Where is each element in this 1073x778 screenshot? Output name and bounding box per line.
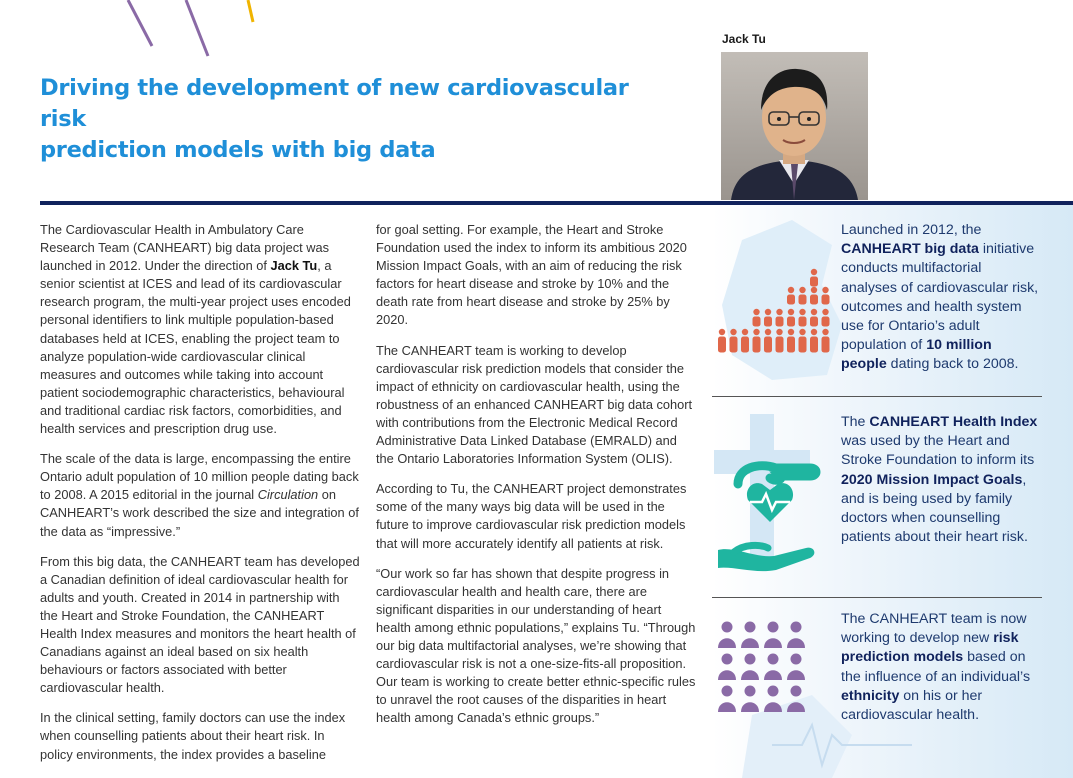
quote-paragraph: “Our work so far has shown that despite progress in cardiovascular health and health care, there are significant disparities in our understanding of heart health among ethnic populations,” explains Tu. “Through our big data multifactorial analyses, we’re showing that cardiovascular risk is not a one-size-fits-all proposition. Our team is working to create better ethnic-specific rules to unravel the root causes of the disparities in heart health among Canada’s ethnic groups.” <box>376 565 696 726</box>
person-glyph <box>741 622 759 649</box>
person-glyph <box>741 686 759 713</box>
person-glyph <box>787 686 805 713</box>
sidebar-divider <box>712 396 1042 397</box>
paragraph: The scale of the data is large, encompassing the entire Ontario adult population of 10 million people dating back to 2008. A 2015 editorial in the journal Circulation on CANHEART’s work described the size and integration of the data as “impressive.” <box>40 451 359 539</box>
paragraph: From this big data, the CANHEART team has developed a Canadian definition of ideal cardiovascular health for adults and youth. Created in 2014 in partnership with the Heart and Stroke Foundation, the CANHEART Health Index measures and monitors the heart health of Canadians against an ideal based on six health behaviours or factors associated with better cardiovascular health. <box>40 553 360 696</box>
sidebar-fact-3: The CANHEART team is now working to develop new risk prediction models based on the influence of an individual’s ethnicity on his or her cardiovascular health. <box>841 611 1031 724</box>
journal-name: Circulation <box>257 487 319 503</box>
person-glyph <box>822 309 830 327</box>
person-glyph <box>764 622 782 649</box>
person-glyph <box>776 329 784 353</box>
sidebar-fact-1: Launched in 2012, the CANHEART big data initiative conducts multifactorial analyses of cardiovascular risk, outcomes and health system use for Ontario’s adult population of 10 million people dating back to 2008. <box>841 222 1039 373</box>
person-glyph <box>799 329 807 353</box>
person-glyph <box>810 287 818 305</box>
person-glyph <box>764 309 772 327</box>
person-glyph <box>787 329 795 353</box>
sidebar-fact-2: The CANHEART Health Index was used by the Heart and Stroke Foundation to inform its 2020 Mission Impact Goals, and is being used by family doctors when counselling patients about their heart risk. <box>841 414 1038 546</box>
paragraph: According to Tu, the CANHEART project demonstrates some of the many ways big data will be used in the future to improve cardiovascular risk prediction models that will more accurately identify all patients at risk. <box>376 481 687 551</box>
person-glyph <box>810 309 818 327</box>
person-glyph <box>810 329 818 353</box>
diverse-people-grid-icon <box>714 617 814 717</box>
paragraph: The Cardiovascular Health in Ambulatory Care Research Team (CANHEART) big data project was launched in 2012. Under the direction of Jack Tu, a senior scientist at ICES and lead of its cardiovascular research program, the multi-year project uses encoded personal identifiers to link multiple population-based databases held at ICES, enabling the project team to analyze population-wide cardiovascular clinical measures and outcomes while taking into account patient sociodemographic characteristics, behavioural and traditional cardiac risk factors, comorbidities, and health services and prescription drug use. <box>40 222 351 437</box>
person-glyph <box>787 287 795 305</box>
person-glyph <box>718 622 736 649</box>
people-on-ontario-map-icon <box>714 268 832 354</box>
person-glyph <box>822 329 830 353</box>
person-glyph <box>764 686 782 713</box>
title-line-2: prediction models with big data <box>40 137 436 163</box>
article-column-2 <box>376 221 698 739</box>
decorative-lines <box>100 0 280 60</box>
name-highlight: Jack Tu <box>270 258 318 274</box>
person-glyph <box>741 654 759 681</box>
paragraph: The CANHEART team is working to develop cardiovascular risk prediction models that consider the impact of ethnicity on cardiovascular health, using the robustness of an enhanced CANHEART big data cohort with contributions from the Electronic Medical Record Administrative Data Linked Database (EMRALD) and the Ontario Laboratories Information System (OLIS). <box>376 342 693 467</box>
person-glyph <box>741 329 749 353</box>
article-column-1 <box>40 221 360 776</box>
person-glyph <box>753 309 761 327</box>
heart-in-hands-icon <box>714 410 832 574</box>
person-glyph <box>718 329 726 353</box>
paragraph: for goal setting. For example, the Heart and Stroke Foundation used the index to inform its ambitious 2020 Mission Impact Goals, with an aim of reducing the risk factors for heart disease and stroke by 10% and the death rate from heart disease and stroke by 25% by 2020. <box>376 222 687 328</box>
person-glyph <box>787 654 805 681</box>
person-glyph <box>810 269 818 287</box>
person-glyph <box>822 287 830 305</box>
title-line-1: Driving the development of new cardiovascular risk <box>40 75 629 132</box>
sidebar-divider <box>712 597 1042 598</box>
person-glyph <box>787 622 805 649</box>
photo-caption: Jack Tu <box>722 32 766 46</box>
person-glyph <box>730 329 738 353</box>
person-glyph <box>776 309 784 327</box>
person-glyph <box>799 309 807 327</box>
portrait-photo <box>721 52 868 200</box>
person-glyph <box>753 329 761 353</box>
person-glyph <box>718 654 736 681</box>
person-glyph <box>764 329 772 353</box>
person-glyph <box>764 654 782 681</box>
paragraph: In the clinical setting, family doctors can use the index when counselling patients about their heart risk. In policy environments, the index provides a baseline <box>40 710 346 762</box>
person-glyph <box>799 287 807 305</box>
article-title <box>40 73 660 166</box>
person-glyph <box>718 686 736 713</box>
person-glyph <box>787 309 795 327</box>
